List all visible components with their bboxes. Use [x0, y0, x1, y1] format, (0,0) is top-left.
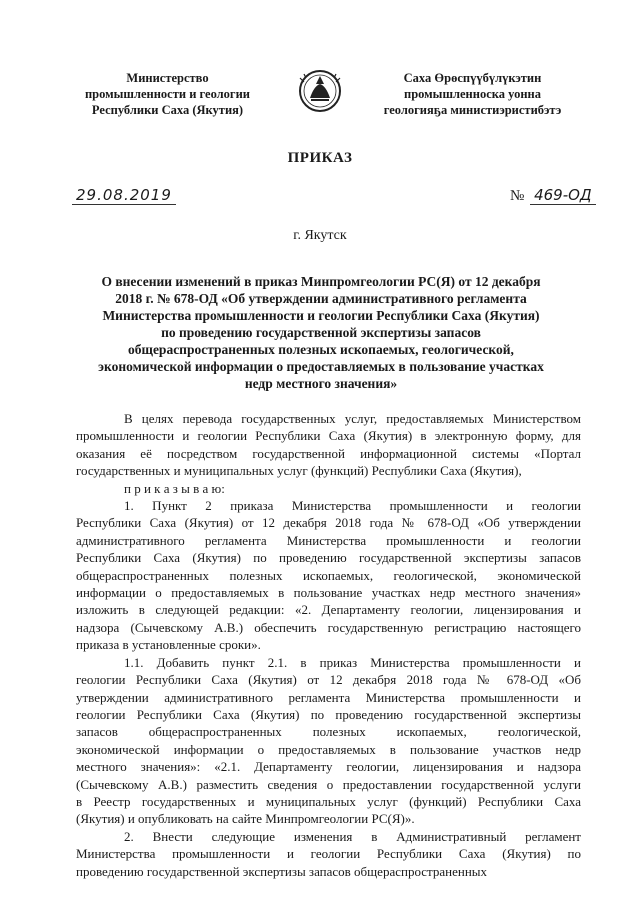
paragraph-line: п р и к а з ы в а ю:: [124, 480, 225, 496]
paragraph-line: Республики Саха (Якутия) по проведению государственной экспертизы запасов: [76, 550, 581, 566]
paragraph-line: 1.1. Добавить пункт 2.1. в приказ Министерства промышленности и: [124, 654, 581, 670]
subject-line: экономической информации о предоставляемых в пользование участках: [98, 359, 544, 374]
paragraph-line: общераспространенных полезных ископаемых, геологической, экономической: [76, 567, 581, 583]
paragraph-line: оказания её посредством государственной информационной системы «Портал: [76, 445, 581, 461]
paragraph-line: Министерства промышленности и геологии Республики Саха (Якутия) по: [76, 846, 581, 862]
org-name-line: промышленности и геологии: [84, 87, 251, 101]
org-name-line: Министерство: [126, 71, 209, 85]
paragraph-line: надзора (Сычевскому А.В.) обеспечить государственную регистрацию настоящего: [76, 619, 581, 635]
paragraph-line: утверждении административного регламента Министерства промышленности и: [76, 689, 581, 705]
number-value: 469-ОД: [530, 186, 596, 205]
paragraph-line: геологии Республики Саха (Якутия) по проведению государственной экспертизы: [76, 706, 581, 722]
paragraph-line: геологии Республики Саха (Якутия) от 12 декабря 2018 года № 678-ОД «Об: [76, 672, 581, 688]
org-name-russian: [60, 70, 275, 118]
subject-line: недр местного значения»: [244, 376, 398, 391]
paragraph-line: В целях перевода государственных услуг, предоставляемых Министерством: [124, 411, 581, 426]
paragraph-line: приказа в установленные сроки».: [76, 637, 261, 653]
paragraph-line: 1. Пункт 2 приказа Министерства промышленности и геологии: [124, 498, 581, 514]
subject-line: О внесении изменений в приказ Минпромгеологии РС(Я) от 12 декабря: [101, 274, 541, 289]
subject-line: Министерства промышленности и геологии Республики Саха (Якутия): [102, 308, 540, 323]
paragraph-line: изложить в следующей редакции: «2. Департаменту геологии, лицензирования и: [76, 602, 581, 618]
number-sign: №: [510, 188, 525, 204]
org-name-line: Саха Өрөспүүбүлүкэтин: [403, 71, 542, 85]
paragraph-line: (Сычевскому А.В.) разместить сведения о предоставлении государственной услуги: [76, 776, 581, 792]
body-paragraph: [76, 828, 581, 880]
coat-of-arms-icon: [296, 68, 344, 114]
order-subject: [64, 273, 578, 392]
paragraph-line: в Реестр государственных и муниципальных услуг (функций) Республики Саха: [76, 793, 581, 809]
org-name-yakut: [365, 70, 580, 118]
org-name-line: Республики Саха (Якутия): [91, 103, 244, 117]
paragraph-line: административного регламента Министерства промышленности и геологии: [76, 532, 581, 548]
paragraph-line: государственных и муниципальных услуг (функций) Республики Саха (Якутия),: [76, 463, 522, 479]
org-name-line: промышленноска уонна: [404, 87, 541, 101]
paragraph-line: (Якутия) и опубликовать на сайте Минпромгеологии РС(Я)».: [76, 811, 415, 827]
document-title: ПРИКАЗ: [287, 150, 353, 166]
city: г. Якутск: [293, 228, 347, 243]
paragraph-line: 2. Внести следующие изменения в Административный регламент: [124, 828, 581, 844]
paragraph-line: местного значения»: «2.1. Департаменту геологии, лицензирования и надзора: [76, 759, 581, 775]
paragraph-line: экономической информации о предоставляемых в пользование участков недр: [76, 741, 581, 757]
paragraph-line: Республики Саха (Якутия) от 12 декабря 2018 года № 678-ОД «Об утверждении: [76, 515, 581, 531]
order-body: [76, 410, 581, 880]
subject-line: общераспространенных полезных ископаемых, геологической,: [128, 342, 514, 357]
body-paragraph: [76, 497, 581, 654]
body-paragraph: [76, 654, 581, 828]
paragraph-line: проведению государственной экспертизы запасов общераспространенных: [76, 863, 488, 879]
org-name-line: геологияҕа министиэристибэтэ: [383, 103, 562, 117]
paragraph-line: промышленности и геологии Республики Саха (Якутия) в электронную форму, для: [76, 428, 581, 444]
subject-line: 2018 г. № 678-ОД «Об утверждении административного регламента: [115, 291, 527, 306]
subject-line: по проведению государственной экспертизы запасов: [161, 325, 481, 340]
paragraph-line: информации о предоставляемых в пользование участках недр местного значения»: [76, 585, 581, 601]
body-paragraph: [76, 410, 581, 480]
order-date: 29.08.2019: [72, 186, 176, 205]
body-paragraph: [76, 480, 581, 497]
paragraph-line: запасов общераспространенных полезных ископаемых, геологической,: [76, 724, 581, 740]
order-number: [510, 186, 596, 205]
letterhead: [60, 70, 580, 130]
